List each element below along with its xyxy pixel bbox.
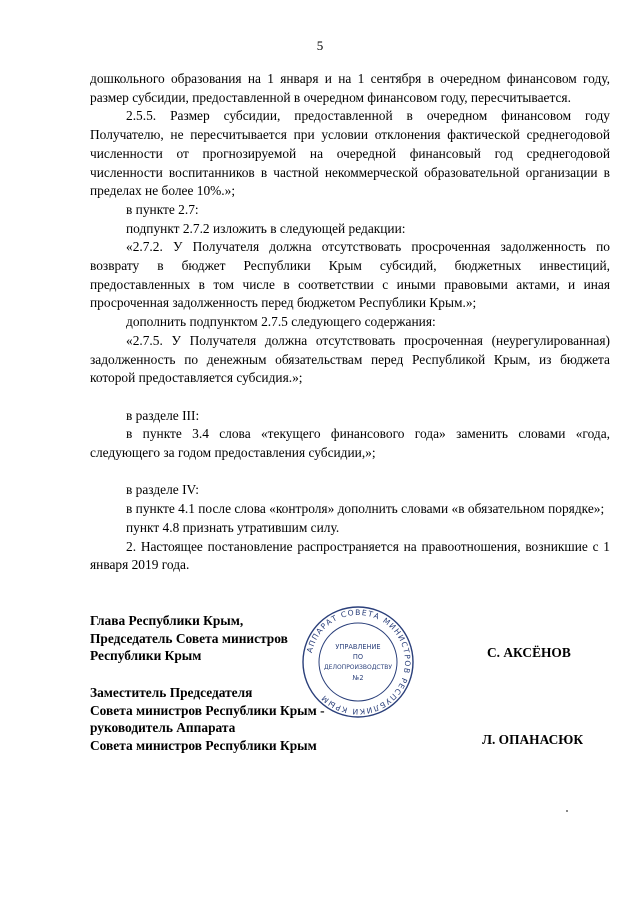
paragraph: 2.5.5. Размер субсидии, предоставленной в очередном финансовом году Получателю, не пересчитывается при условии отклонения фактической среднегодовой численности от прогнозируемой на очередной финансовый год среднегодовой численности воспитанников в частной некоммерческой образовательной организации в пределах не более 10%.»; (90, 108, 610, 199)
stamp-line-2: ПО (352, 653, 364, 661)
paragraph: пункт 4.8 признать утратившим силу. (126, 519, 340, 535)
signatory-name-head: С. АКСЁНОВ (487, 645, 571, 660)
signature-block-head (90, 612, 288, 665)
scan-speck (566, 810, 568, 812)
stamp-ring-text: АППАРАТ СОВЕТА МИНИСТРОВ РЕСПУБЛИКИ КРЫМ (304, 607, 413, 717)
paragraph: в разделе IV: (126, 482, 199, 498)
stamp-line-4: №2 (352, 674, 364, 682)
signature-block-deputy (90, 684, 325, 754)
signature-title-line: Глава Республики Крым, (90, 613, 244, 628)
paragraph: «2.7.2. У Получателя должна отсутствовать просроченная задолженность по возврату в бюджет Республики Крым субсидий, бюджетных инвестиций, предоставленных в том числе в соответствии с иными правовыми актами, и иная просроченная задолженность перед бюджетом Республики Крым.»; (90, 239, 610, 311)
paragraph: в пункте 2.7: (126, 201, 199, 217)
paragraph: дошкольного образования на 1 января и на 1 сентября в очередном финансовом году, размер субсидии, предоставленной в очередном финансовом году, пересчитывается. (90, 71, 610, 105)
official-stamp (300, 604, 416, 720)
paragraph: дополнить подпунктом 2.7.5 следующего содержания: (126, 314, 436, 330)
stamp-line-3: ДЕЛОПРОИЗВОДСТВУ (323, 664, 393, 671)
signature-title-line: Совета министров Республики Крым - (90, 702, 325, 718)
svg-text:АППАРАТ СОВЕТА МИНИСТРОВ РЕСПУ (305, 608, 412, 716)
paragraph: 2. Настоящее постановление распространяется на правоотношения, возникшие с 1 января 2019 года. (90, 538, 610, 573)
paragraph: в разделе III: (126, 407, 200, 423)
paragraph: в пункте 3.4 слова «текущего финансового года» заменить словами «года, следующего за годом предоставления субсидии,»; (90, 426, 610, 461)
paragraph: в пункте 4.1 после слова «контроля» дополнить словами «в обязательном порядке»; (126, 501, 605, 517)
paragraph: подпункт 2.7.2 изложить в следующей редакции: (126, 220, 406, 236)
page-number: 5 (316, 38, 324, 53)
stamp-line-1: УПРАВЛЕНИЕ (335, 643, 381, 651)
signatory-name-deputy: Л. ОПАНАСЮК (482, 732, 584, 747)
paragraph: «2.7.5. У Получателя должна отсутствовать просроченная (неурегулированная) задолженность по денежным обязательствам перед Республикой Крым, из бюджета которой предоставляется субсидия.»; (90, 332, 610, 386)
signature-title-line: Совета министров Республики Крым (90, 737, 317, 753)
document-body (90, 70, 610, 575)
signature-title-line: руководитель Аппарата (90, 720, 236, 735)
signature-title-line: Республики Крым (90, 648, 202, 663)
signature-title-line: Председатель Совета министров (90, 630, 288, 646)
signature-title-line: Заместитель Председателя (90, 685, 253, 700)
